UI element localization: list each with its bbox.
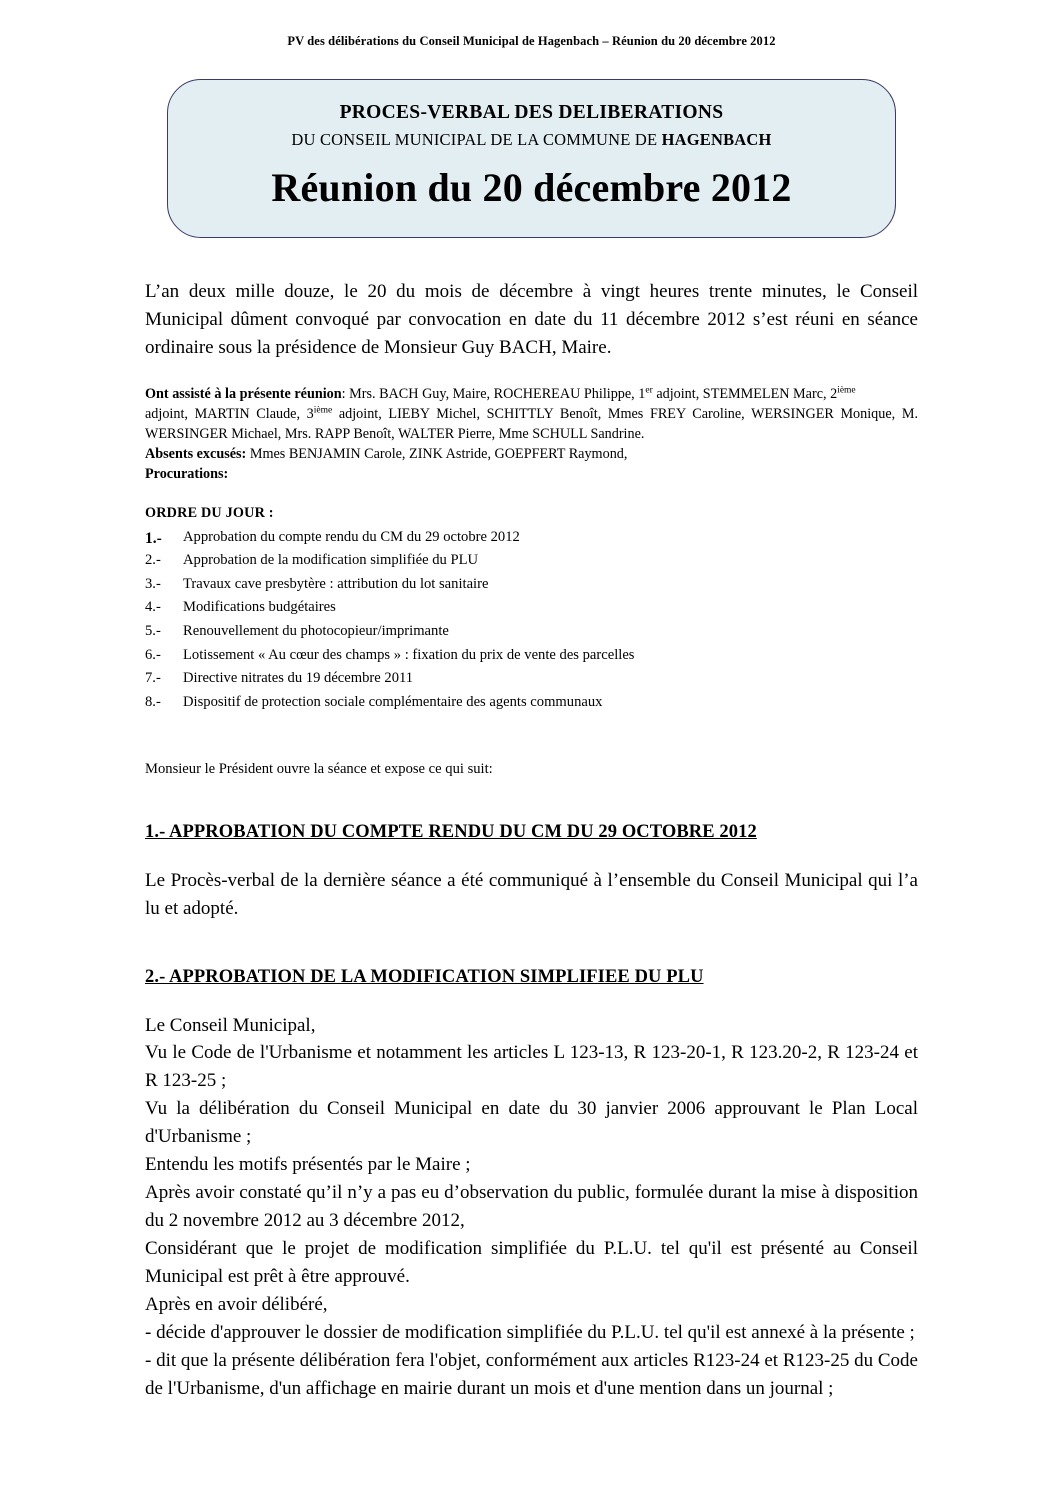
attendance-present-text-1: : Mrs. BACH Guy, Maire, ROCHEREAU Philippe, 1 (341, 385, 646, 402)
agenda-item-label: Directive nitrates du 19 décembre 2011 (183, 670, 414, 687)
title-commune-name: HAGENBACH (661, 130, 772, 149)
list-item (145, 573, 918, 597)
agenda-item-number: 4.- (145, 599, 161, 616)
document-title-line1: PROCES-VERBAL DES DELIBERATIONS (339, 102, 724, 123)
agenda-item-number: 8.- (145, 694, 161, 711)
ordinal-sup-2: ième (837, 385, 856, 396)
agenda-item-label: Approbation de la modification simplifiée du PLU (183, 552, 479, 569)
opening-statement: Monsieur le Président ouvre la séance et expose ce qui suit: (145, 760, 493, 777)
attendance-present-label: Ont assisté à la présente réunion (145, 385, 342, 402)
title-line2-prefix: DU CONSEIL MUNICIPAL DE LA COMMUNE DE (291, 130, 662, 149)
body-line: Entendu les motifs présentés par le Maire ; (145, 1154, 471, 1176)
section-body-1: Le Procès-verbal de la dernière séance a été communiqué à l’ensemble du Conseil Municipal qui l’a lu et adopté. (145, 869, 918, 919)
attendance-present-text-2: adjoint, STEMMELEN Marc, 2 (652, 385, 838, 402)
agenda-item-number: 5.- (145, 623, 161, 640)
list-item (145, 620, 918, 644)
agenda-item-number: 1.- (145, 529, 162, 547)
agenda-item-number: 6.- (145, 646, 161, 663)
body-line: Après en avoir délibéré, (145, 1293, 328, 1315)
intro-paragraph: L’an deux mille douze, le 20 du mois de décembre à vingt heures trente minutes, le Conseil Municipal dûment convoqué par convocation en date du 11 décembre 2012 s’est réuni en séance ordinaire sous la présidence de Monsieur Guy BACH, Maire. (145, 281, 918, 358)
list-item (145, 691, 918, 715)
list-item (145, 549, 918, 573)
running-head: PV des délibérations du Conseil Municipal de Hagenbach – Réunion du 20 décembre 2012 (287, 34, 776, 48)
body-line: - dit que la présente délibération fera l'objet, conformément aux articles R123-24 et R123-25 du Code de l'Urbanisme, d'un affichage en mairie durant un mois et d'une mention dans un journal ; (145, 1349, 918, 1399)
section-body-2 (145, 1012, 918, 1403)
title-box (167, 79, 896, 238)
ordinal-sup-1: er (645, 385, 653, 396)
body-line: Vu la délibération du Conseil Municipal en date du 30 janvier 2006 approuvant le Plan Local d'Urbanisme ; (145, 1098, 918, 1148)
section-heading-2: 2.- APPROBATION DE LA MODIFICATION SIMPLIFIEE DU PLU (145, 966, 704, 987)
agenda-item-label: Travaux cave presbytère : attribution du lot sanitaire (183, 575, 489, 592)
list-item (145, 526, 918, 550)
agenda-item-number: 3.- (145, 575, 161, 592)
ordinal-sup-3: ième (313, 405, 333, 416)
list-item (145, 667, 918, 691)
agenda-item-label: Lotissement « Au cœur des champs » : fixation du prix de vente des parcelles (183, 646, 635, 663)
agenda-item-number: 7.- (145, 670, 161, 687)
body-line: Vu le Code de l'Urbanisme et notamment les articles L 123-13, R 123-20-1, R 123.20-2, R 123-24 et R 123-25 ; (145, 1042, 918, 1092)
body-line: - décide d'approuver le dossier de modification simplifiée du P.L.U. tel qu'il est annexé à la présente ; (145, 1321, 915, 1343)
document-title-line2 (188, 130, 875, 150)
attendance-block (145, 384, 918, 485)
attendance-present-text-4: adjoint, LIEBY Michel, SCHITTLY Benoît, Mmes FREY Caroline, WERSINGER Monique, M. WERSINGER Michael, Mrs. RAPP Benoît, WALTER Pierre, Mme SCHULL Sandrine. (145, 405, 918, 443)
body-line: Le Conseil Municipal, (145, 1014, 316, 1036)
agenda-item-label: Renouvellement du photocopieur/imprimante (183, 623, 449, 640)
agenda-list (145, 526, 918, 715)
attendance-absent-label: Absents excusés: (145, 446, 247, 463)
section-heading-1: 1.- APPROBATION DU COMPTE RENDU DU CM DU 29 OCTOBRE 2012 (145, 821, 757, 842)
attendance-proxy-label: Procurations: (145, 466, 229, 483)
body-line: Considérant que le projet de modification simplifiée du P.L.U. tel qu'il est présenté au Conseil Municipal est prêt à être approuvé. (145, 1237, 918, 1287)
list-item (145, 644, 918, 668)
list-item (145, 596, 918, 620)
body-line: Après avoir constaté qu’il n’y a pas eu d’observation du public, formulée durant la mise à disposition du 2 novembre 2012 au 3 décembre 2012, (145, 1182, 918, 1231)
agenda-item-number: 2.- (145, 552, 161, 569)
attendance-present-text-3: adjoint, MARTIN Claude, 3 (145, 405, 314, 422)
agenda-item-label: Modifications budgétaires (183, 599, 336, 616)
agenda-item-label: Dispositif de protection sociale complémentaire des agents communaux (183, 694, 603, 711)
agenda-title: ORDRE DU JOUR : (145, 504, 274, 521)
attendance-absent-text: Mmes BENJAMIN Carole, ZINK Astride, GOEPFERT Raymond, (246, 446, 628, 463)
agenda-item-label: Approbation du compte rendu du CM du 29 octobre 2012 (183, 528, 520, 545)
document-meeting-date: Réunion du 20 décembre 2012 (271, 165, 792, 210)
